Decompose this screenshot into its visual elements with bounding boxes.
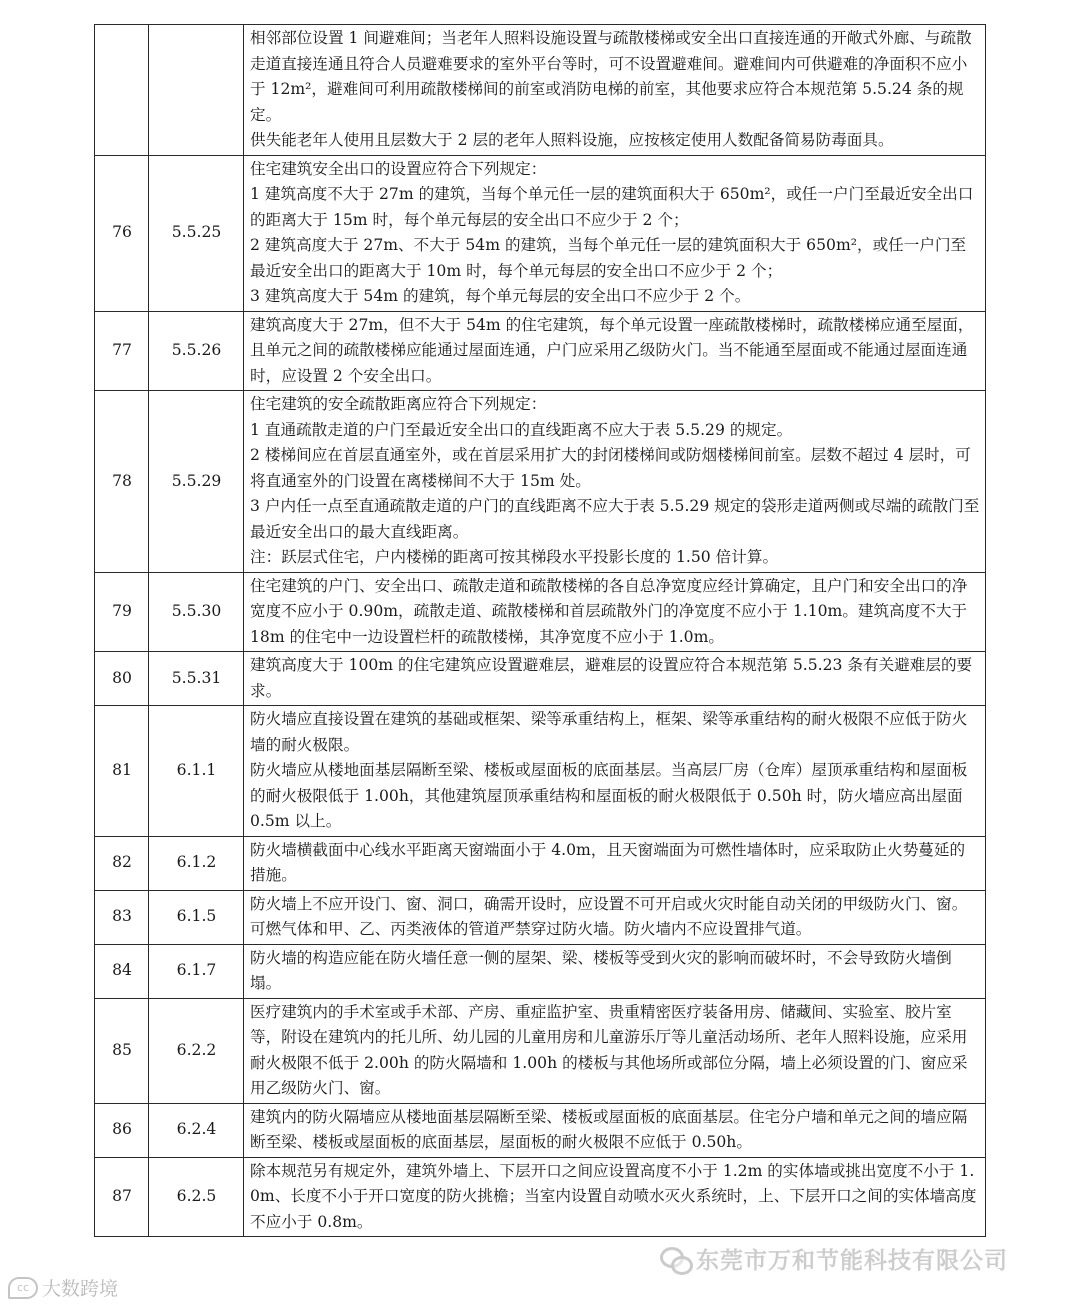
table-row [95, 944, 986, 998]
clause-paragraph: 注：跃层式住宅，户内楼梯的距离可按其梯段水平投影长度的 1.50 倍计算。 [250, 548, 779, 566]
table-row [95, 391, 986, 573]
row-seq-number: 85 [95, 998, 149, 1103]
clause-paragraph: 1 建筑高度不大于 27m 的建筑，当每个单元任一层的建筑面积大于 650m²，或任一户门至最近安全出口的距离大于 15m 时，每个单元每层的安全出口不应少于 2 个； [250, 185, 974, 229]
row-clause-text [244, 652, 986, 706]
wechat-icon [660, 1245, 690, 1273]
table-row [95, 311, 986, 391]
clause-paragraph: 除本规范另有规定外，建筑外墙上、下层开口之间应设置高度不小于 1.2m 的实体墙或挑出宽度不小于 1.0m、长度不小于开口宽度的防火挑檐；当室内设置自动喷水灭火系统时，上、下层开口之间的实体墙高度不应小于 0.8m。 [250, 1161, 977, 1231]
clause-paragraph: 相邻部位设置 1 间避难间；当老年人照料设施设置与疏散楼梯或安全出口直接连通的开敞式外廊、与疏散走道直接连通且符合人员避难要求的室外平台等时，可不设置避难间。避难间内可供避难的净面积不应小于 12m²，避难间可利用疏散楼梯间的前室或消防电梯的前室，其他要求应符合本规范第 5.5.24 条的规定。 [250, 29, 972, 124]
row-clause-text [244, 311, 986, 391]
clause-paragraph: 2 楼梯间应在首层直通室外，或在首层采用扩大的封闭楼梯间或防烟楼梯间前室。层数不超过 4 层时，可将直通室外的门设置在离楼梯间不大于 15m 处。 [250, 446, 971, 490]
clause-paragraph: 住宅建筑安全出口的设置应符合下列规定： [250, 159, 547, 178]
table-row [95, 25, 986, 156]
clause-paragraph: 防火墙横截面中心线水平距离天窗端面小于 4.0m，且天窗端面为可燃性墙体时，应采取防止火势蔓延的措施。 [250, 840, 966, 884]
row-clause-text [244, 998, 986, 1103]
clause-paragraph: 防火墙应从楼地面基层隔断至梁、楼板或屋面板的底面基层。当高层厂房（仓库）屋顶承重结构和屋面板的耐火极限低于 1.00h，其他建筑屋顶承重结构和屋面板的耐火极限低于 0.50h 时，防火墙应高出屋面 0.5m 以上。 [250, 761, 968, 830]
row-clause-text [244, 944, 986, 998]
table-row [95, 836, 986, 890]
watermark-left-text: 大数跨境 [42, 1278, 119, 1300]
clause-paragraph: 建筑内的防火隔墙应从楼地面基层隔断至梁、楼板或屋面板的底面基层。住宅分户墙和单元之间的墙应隔断至梁、楼板或屋面板的底面基层，屋面板的耐火极限不应低于 0.50h。 [250, 1107, 968, 1151]
watermark-right-text: 东莞市万和节能科技有限公司 [696, 1248, 1008, 1274]
row-clause-text [244, 572, 986, 652]
table-row [95, 706, 986, 837]
clause-paragraph: 3 建筑高度大于 54m 的建筑，每个单元每层的安全出口不应少于 2 个。 [250, 287, 751, 305]
row-clause-number: 6.1.7 [149, 944, 244, 998]
row-clause-number: 5.5.31 [149, 652, 244, 706]
row-clause-number: 6.2.4 [149, 1103, 244, 1157]
regulation-table [94, 24, 986, 1237]
row-clause-text [244, 836, 986, 890]
clause-paragraph: 建筑高度大于 100m 的住宅建筑应设置避难层，避难层的设置应符合本规范第 5.5.23 条有关避难层的要求。 [250, 656, 973, 700]
row-seq-number [95, 25, 149, 156]
row-seq-number: 81 [95, 706, 149, 837]
clause-paragraph: 住宅建筑的户门、安全出口、疏散走道和疏散楼梯的各自总净宽度应经计算确定，且户门和安全出口的净宽度不应小于 0.90m，疏散走道、疏散楼梯和首层疏散外门的净宽度不应小于 1.10m。建筑高度不大于 18m 的住宅中一边设置栏杆的疏散楼梯，其净宽度不应小于 1.0m。 [250, 576, 968, 646]
clause-paragraph: 防火墙应直接设置在建筑的基础或框架、梁等承重结构上，框架、梁等承重结构的耐火极限不应低于防火墙的耐火极限。 [250, 710, 968, 754]
watermark-left [8, 1274, 118, 1301]
row-clause-text [244, 1157, 986, 1237]
row-seq-number: 77 [95, 311, 149, 391]
row-clause-number: 6.1.2 [149, 836, 244, 890]
row-clause-text [244, 706, 986, 837]
clause-paragraph: 可燃气体和甲、乙、丙类液体的管道严禁穿过防火墙。防火墙内不应设置排气道。 [250, 920, 812, 938]
row-clause-text [244, 1103, 986, 1157]
clause-paragraph: 1 直通疏散走道的户门至最近安全出口的直线距离不应大于表 5.5.29 的规定。 [250, 420, 793, 439]
row-clause-number: 6.1.5 [149, 890, 244, 944]
row-seq-number: 79 [95, 572, 149, 652]
clause-paragraph: 防火墙的构造应能在防火墙任意一侧的屋架、梁、楼板等受到火灾的影响而破坏时，不会导致防火墙倒塌。 [250, 948, 952, 992]
row-seq-number: 83 [95, 890, 149, 944]
row-clause-number: 5.5.25 [149, 155, 244, 311]
row-clause-text [244, 890, 986, 944]
table-row [95, 572, 986, 652]
regulation-table-body [95, 25, 986, 1237]
table-row [95, 890, 986, 944]
watermark-right [660, 1242, 1008, 1275]
row-seq-number: 76 [95, 155, 149, 311]
row-clause-text [244, 25, 986, 156]
row-clause-number: 5.5.26 [149, 311, 244, 391]
row-seq-number: 78 [95, 391, 149, 573]
row-seq-number: 82 [95, 836, 149, 890]
row-seq-number: 87 [95, 1157, 149, 1237]
regulation-table-sheet [94, 24, 986, 1237]
row-clause-text [244, 155, 986, 311]
row-clause-number: 6.2.5 [149, 1157, 244, 1237]
row-seq-number: 86 [95, 1103, 149, 1157]
row-seq-number: 84 [95, 944, 149, 998]
table-row [95, 652, 986, 706]
table-row [95, 998, 986, 1103]
clause-paragraph: 供失能老年人使用且层数大于 2 层的老年人照料设施，应按核定使用人数配备简易防毒面具。 [250, 131, 894, 149]
row-seq-number: 80 [95, 652, 149, 706]
watermark-logo-icon: cc [8, 1277, 38, 1299]
clause-paragraph: 建筑高度大于 27m，但不大于 54m 的住宅建筑，每个单元设置一座疏散楼梯时，疏散楼梯应通至屋面，且单元之间的疏散楼梯应能通过屋面连通，户门应采用乙级防火门。当不能通至屋面或不能通过屋面连通时，应设置 2 个安全出口。 [250, 315, 974, 385]
clause-paragraph: 防火墙上不应开设门、窗、洞口，确需开设时，应设置不可开启或火灾时能自动关闭的甲级防火门、窗。 [250, 894, 968, 913]
row-clause-number: 6.2.2 [149, 998, 244, 1103]
row-clause-number: 5.5.30 [149, 572, 244, 652]
row-clause-number: 6.1.1 [149, 706, 244, 837]
table-row [95, 155, 986, 311]
row-clause-text [244, 391, 986, 573]
clause-paragraph: 3 户内任一点至直通疏散走道的户门的直线距离不应大于表 5.5.29 规定的袋形走道两侧或尽端的疏散门至最近安全出口的最大直线距离。 [250, 497, 980, 541]
clause-paragraph: 住宅建筑的安全疏散距离应符合下列规定： [250, 395, 547, 413]
clause-paragraph: 医疗建筑内的手术室或手术部、产房、重症监护室、贵重精密医疗装备用房、储藏间、实验室、胶片室等，附设在建筑内的托儿所、幼儿园的儿童用房和儿童游乐厅等儿童活动场所、老年人照料设施，应采用耐火极限不低于 2.00h 的防火隔墙和 1.00h 的楼板与其他场所或部位分隔，墙上必须设置的门、窗应采用乙级防火门、窗。 [250, 1002, 968, 1097]
row-clause-number: 5.5.29 [149, 391, 244, 573]
table-row [95, 1157, 986, 1237]
row-clause-number [149, 25, 244, 156]
clause-paragraph: 2 建筑高度大于 27m、不大于 54m 的建筑，当每个单元任一层的建筑面积大于 650m²，或任一户门至最近安全出口的距离大于 10m 时，每个单元每层的安全出口不应少于 2 个； [250, 236, 967, 280]
table-row [95, 1103, 986, 1157]
